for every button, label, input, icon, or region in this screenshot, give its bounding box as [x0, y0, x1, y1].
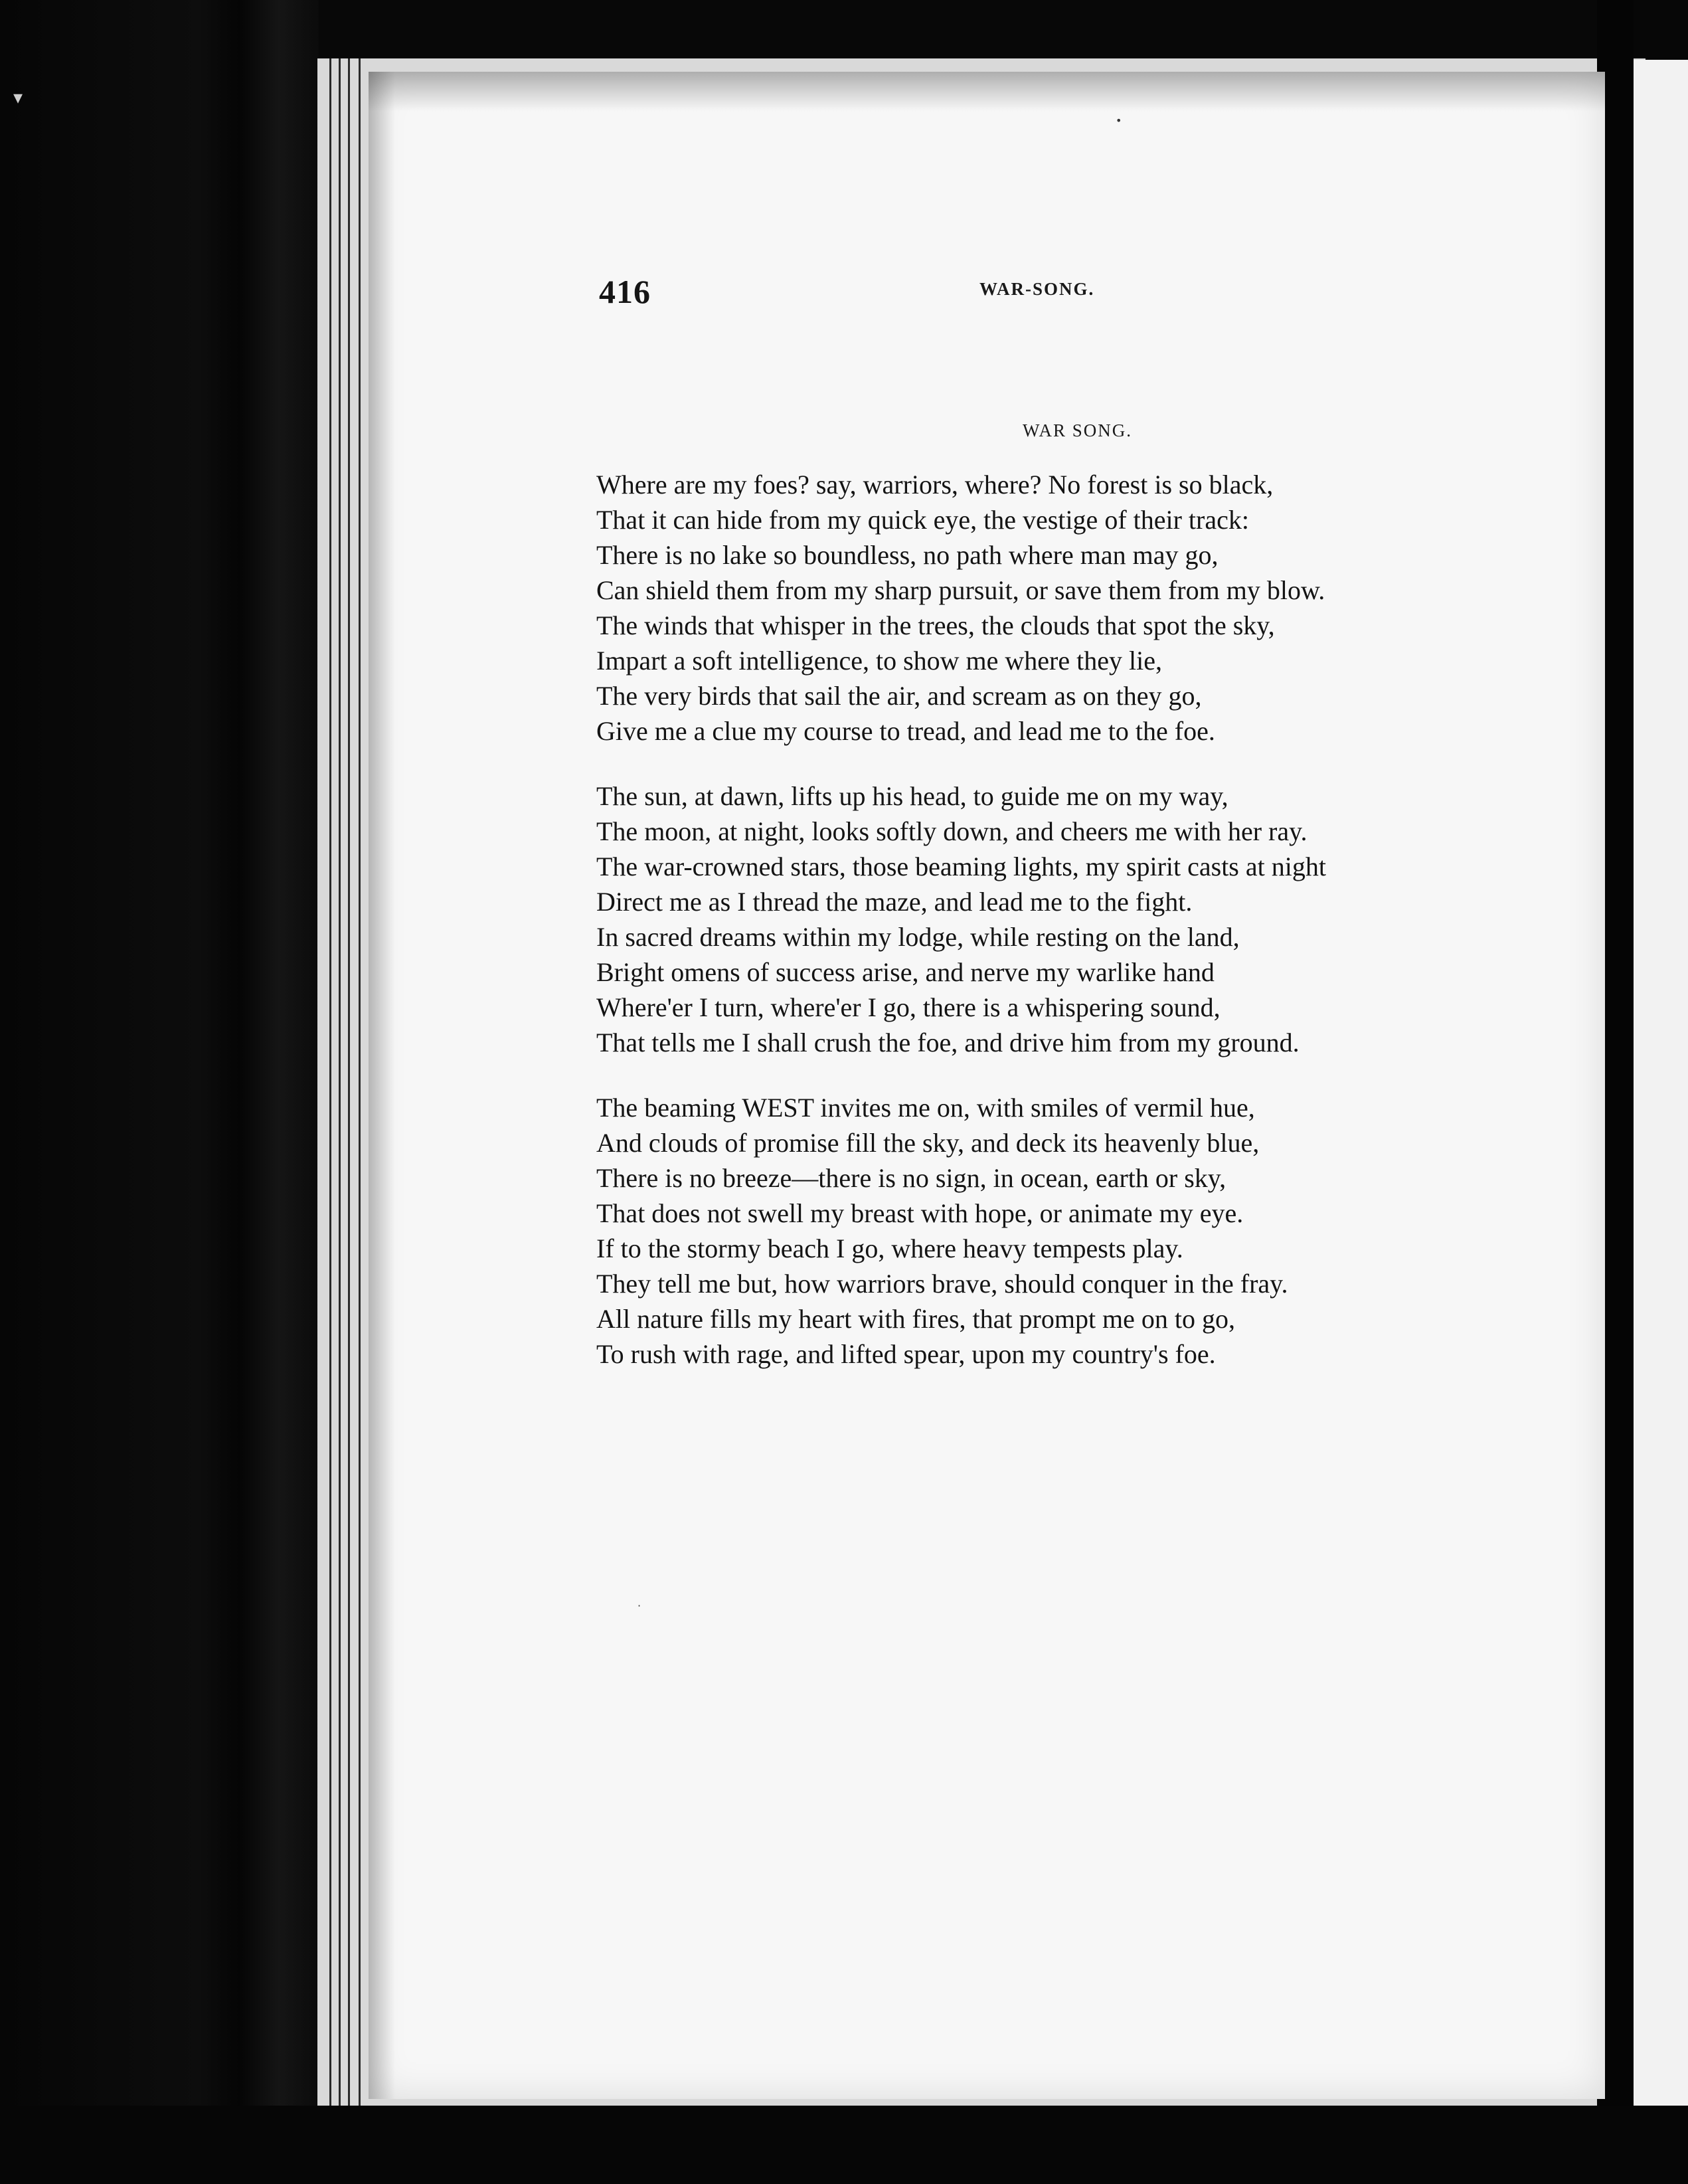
stanza-1 — [596, 467, 1513, 749]
page-number: 416 — [599, 273, 651, 310]
next-page-sliver — [1634, 60, 1688, 2119]
verse-line: All nature fills my heart with fires, that prompt me on to go, — [596, 1304, 1236, 1334]
page-edge-line — [359, 58, 361, 2111]
stanza-3 — [596, 1090, 1513, 1372]
stanza-2 — [596, 778, 1513, 1060]
verse-line: That it can hide from my quick eye, the vestige of their track: — [596, 505, 1249, 535]
verse-line: Where'er I turn, where'er I go, there is a whispering sound, — [596, 992, 1221, 1022]
top-dark-band — [319, 0, 1634, 60]
book-page — [369, 72, 1605, 2099]
print-speck: • — [1116, 114, 1122, 127]
verse-line: Where are my foes? say, warriors, where? No forest is so black, — [596, 470, 1274, 500]
verse-line: Bright omens of success arise, and nerve my warlike hand — [596, 957, 1215, 987]
poem-title: WAR SONG. — [1023, 420, 1133, 440]
verse-line: That does not swell my breast with hope, or animate my eye. — [596, 1198, 1244, 1228]
verse-line: There is no lake so boundless, no path where man may go, — [596, 540, 1219, 570]
verse-line: Direct me as I thread the maze, and lead me to the fight. — [596, 887, 1193, 917]
verse-line: There is no breeze—there is no sign, in ocean, earth or sky, — [596, 1163, 1226, 1193]
verse-line: The winds that whisper in the trees, the clouds that spot the sky, — [596, 610, 1275, 640]
bottom-dark-band — [0, 2106, 1688, 2184]
running-head — [369, 205, 1605, 310]
poem-body — [596, 467, 1513, 1402]
verse-line: The sun, at dawn, lifts up his head, to guide me on my way, — [596, 781, 1228, 811]
verse-line: If to the stormy beach I go, where heavy tempests play. — [596, 1233, 1183, 1263]
verse-line: Impart a soft intelligence, to show me where they lie, — [596, 646, 1162, 676]
verse-line: That tells me I shall crush the foe, and drive him from my ground. — [596, 1028, 1300, 1057]
verse-line: They tell me but, how warriors brave, should conquer in the fray. — [596, 1269, 1288, 1299]
page-edge-line — [329, 58, 331, 2111]
verse-line: The war-crowned stars, those beaming lights, my spirit casts at night — [596, 852, 1326, 881]
print-speck: · — [637, 1599, 641, 1612]
page-edge-line — [348, 58, 350, 2111]
page-shadow-top — [369, 72, 1605, 112]
edge-speck-icon: ▾ — [13, 86, 23, 108]
verse-line: And clouds of promise fill the sky, and deck its heavenly blue, — [596, 1128, 1260, 1158]
verse-line: The very birds that sail the air, and scream as on they go, — [596, 681, 1202, 711]
verse-line: To rush with rage, and lifted spear, upon my country's foe. — [596, 1339, 1216, 1369]
verse-line: The moon, at night, looks softly down, and cheers me with her ray. — [596, 816, 1308, 846]
verse-line: Can shield them from my sharp pursuit, or save them from my blow. — [596, 575, 1325, 605]
page-shadow-left — [369, 72, 395, 2099]
verse-line: The beaming WEST invites me on, with smiles of vermil hue, — [596, 1093, 1255, 1123]
running-title: WAR-SONG. — [979, 279, 1095, 299]
book-edge-left — [0, 0, 319, 2184]
page-edge-line — [339, 58, 341, 2111]
verse-line: In sacred dreams within my lodge, while resting on the land, — [596, 922, 1240, 952]
verse-line: Give me a clue my course to tread, and lead me to the foe. — [596, 716, 1215, 746]
